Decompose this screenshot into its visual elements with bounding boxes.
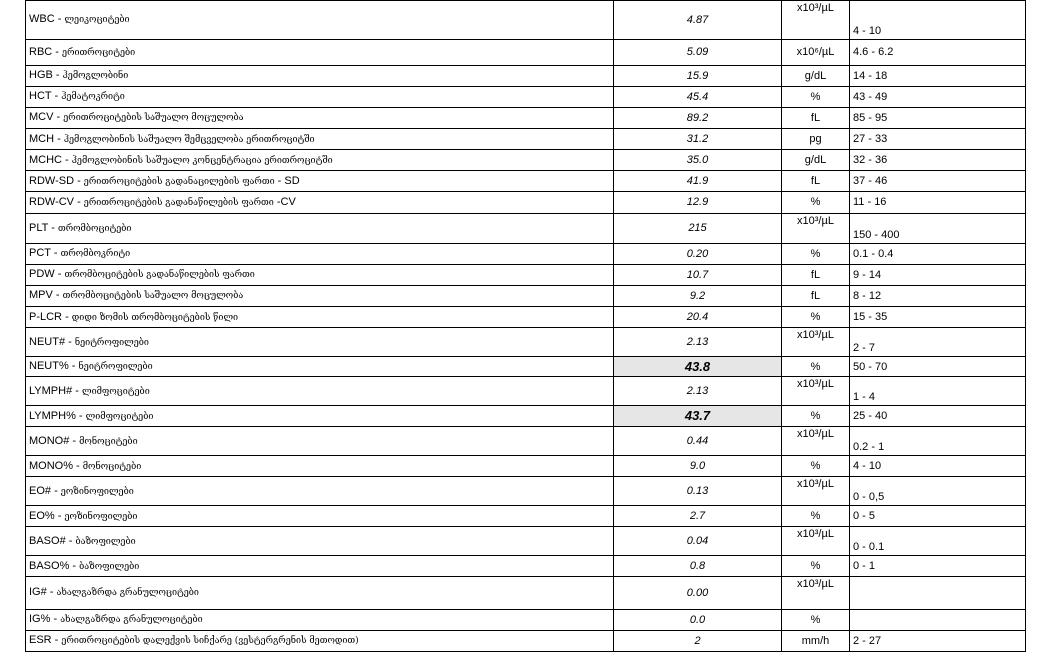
result-value: 0.00 [614, 577, 782, 609]
test-description: ლეიკოციტები [64, 15, 130, 26]
reference-range: 0 - 0,5 [850, 477, 1026, 506]
result-unit: x10³/µL [782, 1, 850, 40]
test-description: ერითროციტების საშუალო მოცულობა [63, 113, 244, 124]
test-name-cell: MPV - თრომბოციტების საშუალო მოცულობა [26, 285, 614, 306]
reference-range: 1 - 4 [850, 377, 1026, 406]
test-code: MPV [29, 289, 53, 302]
table-row [26, 306, 1026, 327]
test-suffix: CV [280, 195, 296, 208]
test-name-cell: NEUT% - ნეიტროფილები [26, 357, 614, 377]
test-name-cell: PCT - თრომბოკრიტი [26, 243, 614, 264]
reference-range: 0 - 1 [850, 556, 1026, 577]
reference-range: 8 - 12 [850, 285, 1026, 306]
result-unit: fL [782, 285, 850, 306]
reference-range: 0 - 0.1 [850, 527, 1026, 556]
reference-range: 2 - 7 [850, 328, 1026, 357]
test-description: ჰემოგლობინი [62, 71, 129, 82]
test-description: ახალგაზრდა გრანულოციტები [56, 588, 199, 599]
test-code: BASO# [29, 534, 66, 547]
result-value: 10.7 [614, 264, 782, 285]
result-unit: g/dL [782, 65, 850, 86]
test-suffix: SD [284, 174, 300, 187]
reference-range: 43 - 49 [850, 86, 1026, 107]
reference-range: 0.2 - 1 [850, 427, 1026, 456]
test-name-cell: P-LCR - დიდი ზომის თრომბოციტების წილი [26, 306, 614, 327]
test-description: ბაზოფილები [75, 536, 136, 547]
result-value: 215 [614, 213, 782, 243]
table-row [26, 609, 1026, 630]
result-unit: % [782, 86, 850, 107]
result-unit: x10³/µL [782, 427, 850, 456]
test-code: LYMPH# [29, 384, 73, 397]
test-description: ეოზინოფილები [60, 486, 134, 497]
test-code: NEUT% [29, 360, 69, 373]
result-value: 0.0 [614, 609, 782, 630]
result-unit: pg [782, 128, 850, 149]
test-description: თრომბოციტების საშუალო მოცულობა [62, 291, 244, 302]
test-name-cell: HCT - ჰემატოკრიტი [26, 86, 614, 107]
reference-range: 0.1 - 0.4 [850, 243, 1026, 264]
result-value: 2 [614, 630, 782, 651]
test-name-cell: BASO# - ბაზოფილები [26, 527, 614, 556]
test-description: ეოზინოფილები [64, 511, 138, 522]
test-code: P-LCR [29, 310, 63, 323]
result-value: 0.8 [614, 556, 782, 577]
result-value: 15.9 [614, 65, 782, 86]
table-row [26, 357, 1026, 377]
reference-range: 15 - 35 [850, 306, 1026, 327]
reference-range: 14 - 18 [850, 65, 1026, 86]
test-code: RDW-SD [29, 174, 75, 187]
result-unit: mm/h [782, 630, 850, 651]
table-row [26, 630, 1026, 651]
result-unit: % [782, 192, 850, 213]
reference-range: 32 - 36 [850, 150, 1026, 171]
test-name-cell: WBC - ლეიკოციტები [26, 1, 614, 40]
reference-range: 37 - 46 [850, 171, 1026, 192]
test-code: ESR [29, 634, 52, 647]
result-value: 20.4 [614, 306, 782, 327]
test-name-cell: RBC - ერითროციტები [26, 39, 614, 65]
test-code: BASO% [29, 559, 70, 572]
result-unit: % [782, 306, 850, 327]
result-unit: % [782, 456, 850, 477]
table-row [26, 39, 1026, 65]
test-description: დიდი ზომის თრომბოციტების წილი [71, 312, 239, 323]
result-value: 2.13 [614, 377, 782, 406]
table-row [26, 264, 1026, 285]
test-code: MONO% [29, 459, 73, 472]
test-description: ჰემატოკრიტი [61, 92, 125, 103]
result-unit: fL [782, 171, 850, 192]
result-unit: x10³/µL [782, 527, 850, 556]
test-code: RBC [29, 45, 53, 58]
test-code: MONO# [29, 434, 70, 447]
reference-range: 9 - 14 [850, 264, 1026, 285]
result-value-flagged: 43.8 [614, 357, 782, 377]
reference-range: 11 - 16 [850, 192, 1026, 213]
test-description: ლიმფოციტები [85, 411, 154, 422]
result-value: 5.09 [614, 39, 782, 65]
result-value: 9.2 [614, 285, 782, 306]
result-unit: x10³/µL [782, 377, 850, 406]
table-row [26, 577, 1026, 609]
table-row [26, 1, 1026, 40]
result-value: 0.13 [614, 477, 782, 506]
test-code: PDW [29, 268, 55, 281]
test-name-cell: NEUT# - ნეიტროფილები [26, 328, 614, 357]
reference-range [850, 577, 1026, 609]
result-unit: % [782, 357, 850, 377]
table-row [26, 556, 1026, 577]
lab-results-table [25, 0, 1026, 652]
result-unit: x10³/µL [782, 213, 850, 243]
test-name-cell: ESR - ერითროციტების დალექვის სიჩქარე (ვესტერგრენის მეთოდით) [26, 630, 614, 651]
test-code: EO# [29, 484, 52, 497]
result-unit: g/dL [782, 150, 850, 171]
table-row [26, 527, 1026, 556]
reference-range: 150 - 400 [850, 213, 1026, 243]
test-code: EO% [29, 509, 55, 522]
test-description: ჰემოგლობინის საშუალო შემცველობა ერითროციტში [63, 134, 315, 145]
result-unit: % [782, 243, 850, 264]
reference-range: 4.6 - 6.2 [850, 39, 1026, 65]
test-name-cell: MCHC - ჰემოგლობინის საშუალო კონცენტრაცია ერითროციტში [26, 150, 614, 171]
table-row [26, 171, 1026, 192]
test-name-cell: BASO% - ბაზოფილები [26, 556, 614, 577]
table-row [26, 477, 1026, 506]
test-name-cell: LYMPH% - ლიმფოციტები [26, 405, 614, 426]
result-value: 2.13 [614, 328, 782, 357]
result-value: 89.2 [614, 107, 782, 128]
result-value: 35.0 [614, 150, 782, 171]
reference-range: 27 - 33 [850, 128, 1026, 149]
table-row [26, 150, 1026, 171]
result-value: 45.4 [614, 86, 782, 107]
result-value: 2.7 [614, 506, 782, 527]
test-description: თრომბოკრიტი [60, 249, 131, 260]
table-row [26, 506, 1026, 527]
test-code: MCV [29, 111, 54, 124]
table-row [26, 427, 1026, 456]
result-unit: fL [782, 107, 850, 128]
result-unit: x10³/µL [782, 577, 850, 609]
test-code: RDW-CV [29, 195, 75, 208]
test-description: ერითროციტების დალექვის სიჩქარე (ვესტერგრენის მეთოდით) [61, 636, 359, 647]
reference-range: 2 - 27 [850, 630, 1026, 651]
table-row [26, 243, 1026, 264]
test-name-cell: PLT - თრომბოციტები [26, 213, 614, 243]
table-row [26, 213, 1026, 243]
table-row [26, 107, 1026, 128]
reference-range: 85 - 95 [850, 107, 1026, 128]
reference-range: 0 - 5 [850, 506, 1026, 527]
test-description: თრომბოციტების გადანაწილების ფართი [64, 270, 255, 281]
test-code: NEUT# [29, 335, 66, 348]
test-description: ჰემოგლობინის საშუალო კონცენტრაცია ერითროციტში [71, 155, 333, 166]
test-name-cell: MCH - ჰემოგლობინის საშუალო შემცველობა ერითროციტში [26, 128, 614, 149]
test-code: WBC [29, 13, 55, 26]
test-name-cell: EO% - ეოზინოფილები [26, 506, 614, 527]
table-row [26, 377, 1026, 406]
test-description: ნეიტროფილები [74, 337, 149, 348]
table-row [26, 65, 1026, 86]
result-value: 9.0 [614, 456, 782, 477]
test-description: ბაზოფილები [79, 561, 140, 572]
test-code: HCT [29, 90, 52, 103]
table-row [26, 128, 1026, 149]
result-value-flagged: 43.7 [614, 405, 782, 426]
table-row [26, 192, 1026, 213]
result-unit: % [782, 405, 850, 426]
test-description: მონოციტები [82, 461, 142, 472]
table-row [26, 405, 1026, 426]
result-unit: x10³/µL [782, 477, 850, 506]
test-name-cell: MONO# - მონოციტები [26, 427, 614, 456]
result-value: 0.44 [614, 427, 782, 456]
result-unit: x10⁶/µL [782, 39, 850, 65]
reference-range: 50 - 70 [850, 357, 1026, 377]
test-code: HGB [29, 69, 53, 82]
test-code: IG# [29, 586, 47, 599]
test-name-cell: IG% - ახალგაზრდა გრანულოციტები [26, 609, 614, 630]
test-name-cell: LYMPH# - ლიმფოციტები [26, 377, 614, 406]
test-code: PLT [29, 221, 49, 234]
test-name-cell: EO# - ეოზინოფილები [26, 477, 614, 506]
reference-range [850, 609, 1026, 630]
lab-results-body [26, 1, 1026, 652]
table-row [26, 328, 1026, 357]
result-value: 12.9 [614, 192, 782, 213]
test-name-cell: MONO% - მონოციტები [26, 456, 614, 477]
result-unit: x10³/µL [782, 328, 850, 357]
test-name-cell: RDW-SD - ერითროციტების გადანაცილების ფართი - SD [26, 171, 614, 192]
result-value: 31.2 [614, 128, 782, 149]
test-name-cell: PDW - თრომბოციტების გადანაწილების ფართი [26, 264, 614, 285]
test-name-cell: MCV - ერითროციტების საშუალო მოცულობა [26, 107, 614, 128]
test-name-cell: HGB - ჰემოგლობინი [26, 65, 614, 86]
test-description: ერითროციტები [62, 47, 136, 58]
reference-range: 4 - 10 [850, 456, 1026, 477]
test-name-cell: IG# - ახალგაზრდა გრანულოციტები [26, 577, 614, 609]
result-unit: fL [782, 264, 850, 285]
test-description: ერითროციტების გადანაწილების ფართი [83, 197, 274, 208]
test-code: PCT [29, 247, 51, 260]
reference-range: 25 - 40 [850, 405, 1026, 426]
test-description: ერითროციტების გადანაცილების ფართი [83, 176, 275, 187]
result-unit: % [782, 506, 850, 527]
test-description: ლიმფოციტები [81, 386, 150, 397]
test-code: MCH [29, 132, 55, 145]
table-row [26, 86, 1026, 107]
test-description: მონოციტები [79, 436, 138, 447]
table-row [26, 456, 1026, 477]
test-code: IG% [29, 613, 51, 626]
result-value: 41.9 [614, 171, 782, 192]
test-code: MCHC [29, 153, 62, 166]
test-description: ახალგაზრდა გრანულოციტები [60, 615, 203, 626]
test-description: თრომბოციტები [57, 223, 132, 234]
result-value: 0.20 [614, 243, 782, 264]
result-unit: % [782, 609, 850, 630]
test-description: ნეიტროფილები [78, 362, 153, 373]
result-value: 0.04 [614, 527, 782, 556]
reference-range: 4 - 10 [850, 1, 1026, 40]
result-unit: % [782, 556, 850, 577]
test-name-cell: RDW-CV - ერითროციტების გადანაწილების ფართი -CV [26, 192, 614, 213]
result-value: 4.87 [614, 1, 782, 40]
table-row [26, 285, 1026, 306]
test-code: LYMPH% [29, 409, 76, 422]
